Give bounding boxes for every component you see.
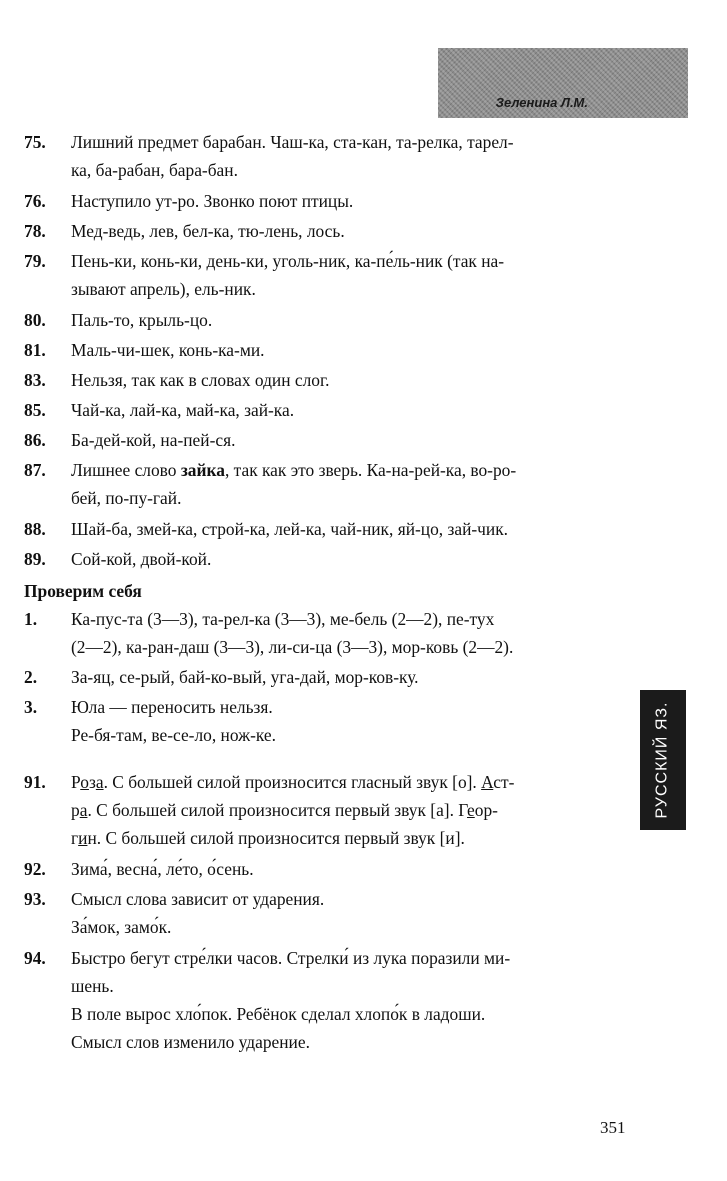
text-line: Юла — переносить нельзя. [71, 697, 273, 717]
underlined-letter: о [80, 772, 89, 792]
underlined-letter: а [79, 800, 88, 820]
section-title-check: Проверим себя [24, 581, 142, 601]
text-line: Мед-ведь, лев, бел-ка, тю-лень, лось. [71, 221, 345, 241]
answer-text [71, 396, 634, 424]
answer-item-86 [24, 426, 634, 454]
text-line: Шай-ба, змей-ка, строй-ка, лей-ка, чай-ник, яй-цо, зай-чик. [71, 519, 509, 539]
answer-text [71, 456, 634, 512]
text-line: Ка-пус-та (3—3), та-рел-ка (3—3), ме-бель (2—2), пе-тух [71, 609, 495, 629]
text-line: Наступило ут-ро. Звонко поют птицы. [71, 191, 354, 211]
answer-number: 93. [24, 889, 46, 909]
text-line: Пень-ки, конь-ки, день-ки, уголь-ник, ка-пе́ль-ник (так на- [71, 251, 505, 271]
answer-item-87 [24, 456, 634, 512]
answer-number: 80. [24, 310, 46, 330]
side-tab-label: РУССКИЙ ЯЗ. [654, 701, 671, 819]
text-line: (2—2), ка-ран-даш (3—3), ли-си-ца (3—3), мор-ковь (2—2). [71, 637, 514, 657]
text-line: За-яц, се-рый, бай-ко-вый, уга-дай, мор-ков-ку. [71, 667, 419, 687]
text-line: Чай-ка, лай-ка, май-ка, зай-ка. [71, 400, 295, 420]
answer-item-81 [24, 336, 634, 364]
text-line: Смысл слов изменило ударение. [71, 1032, 310, 1052]
answer-item-85 [24, 396, 634, 424]
answer-item-91 [24, 768, 634, 852]
answer-number: 78. [24, 221, 46, 241]
answer-number: 83. [24, 370, 46, 390]
underlined-letter: а [95, 772, 104, 792]
answers-content [24, 128, 634, 1056]
answer-text [71, 366, 634, 394]
page-number: 351 [600, 1118, 626, 1137]
answer-number: 81. [24, 340, 46, 360]
author-header-box [438, 48, 688, 118]
text-line: В поле вырос хло́пок. Ребёнок сделал хлопо́к в ладоши. [71, 1004, 486, 1024]
text-line: Паль-то, крыль-цо. [71, 310, 213, 330]
answer-number: 3. [24, 697, 38, 717]
text-line: Смысл слова зависит от ударения. [71, 889, 325, 909]
text-line: Сой-кой, двой-кой. [71, 549, 212, 569]
text-line: Лишнее слово зайка, так как это зверь. Ка-на-рей-ка, во-ро- [71, 460, 517, 480]
answer-text [71, 217, 634, 245]
answer-text [71, 426, 634, 454]
answer-text [71, 247, 634, 303]
text-line: Роза. С большей силой произносится гласный звук [о]. Аст- [71, 772, 515, 792]
answer-number: 91. [24, 772, 46, 792]
answer-text [71, 187, 634, 215]
answer-number: 75. [24, 132, 46, 152]
text-line: гин. С большей силой произносится первый звук [и]. [71, 828, 465, 848]
answer-number: 85. [24, 400, 46, 420]
answer-item-76 [24, 187, 634, 215]
text-line: бей, по-пу-гай. [71, 488, 182, 508]
answer-number: 89. [24, 549, 46, 569]
answer-number: 1. [24, 609, 38, 629]
answer-item-94 [24, 944, 634, 1056]
check-item-1 [24, 605, 634, 661]
answer-text [71, 545, 634, 573]
text-line: Лишний предмет барабан. Чаш-ка, ста-кан, та-релка, тарел- [71, 132, 514, 152]
text-line: Зима́, весна́, ле́то, о́сень. [71, 859, 254, 879]
answer-item-75 [24, 128, 634, 184]
underlined-letter: и [78, 828, 88, 848]
text-line: Ба-дей-кой, на-пей-ся. [71, 430, 236, 450]
answer-item-79 [24, 247, 634, 303]
answer-number: 2. [24, 667, 38, 687]
answer-text [71, 944, 634, 1056]
text-line: За́мок, замо́к. [71, 917, 172, 937]
answer-text [71, 663, 634, 691]
answer-text [71, 768, 634, 852]
check-item-3 [24, 693, 634, 749]
answer-number: 79. [24, 251, 46, 271]
answer-item-88 [24, 515, 634, 543]
answer-item-92 [24, 855, 634, 883]
answer-item-80 [24, 306, 634, 334]
answer-text [71, 605, 634, 661]
answer-item-83 [24, 366, 634, 394]
answer-text [71, 885, 634, 941]
text-line: Быстро бегут стре́лки часов. Стрелки́ из лука поразили ми- [71, 948, 511, 968]
answer-text [71, 336, 634, 364]
answer-number: 76. [24, 191, 46, 211]
bold-word: зайка [180, 460, 225, 480]
answer-number: 86. [24, 430, 46, 450]
answer-item-93 [24, 885, 634, 941]
underlined-letter: А [481, 772, 494, 792]
subject-side-tab [640, 690, 686, 830]
answer-number: 94. [24, 948, 46, 968]
answer-text [71, 306, 634, 334]
answer-item-89 [24, 545, 634, 573]
underlined-letter: е [467, 800, 475, 820]
text-line: Нельзя, так как в словах один слог. [71, 370, 330, 390]
answer-number: 87. [24, 460, 46, 480]
answer-text [71, 855, 634, 883]
answer-text [71, 128, 634, 184]
answer-text [71, 515, 634, 543]
text-line: зывают апрель), ель-ник. [71, 279, 256, 299]
text-line: Маль-чи-шек, конь-ка-ми. [71, 340, 265, 360]
text-line: ра. С большей силой произносится первый звук [а]. Геор- [71, 800, 498, 820]
answer-text [71, 693, 634, 749]
text-line: шень. [71, 976, 114, 996]
answer-item-78 [24, 217, 634, 245]
text-line: ка, ба-рабан, бара-бан. [71, 160, 238, 180]
check-item-2 [24, 663, 634, 691]
answer-number: 88. [24, 519, 46, 539]
answer-number: 92. [24, 859, 46, 879]
text-line: Ре-бя-там, ве-се-ло, нож-ке. [71, 725, 276, 745]
author-name: Зеленина Л.М. [495, 95, 588, 110]
